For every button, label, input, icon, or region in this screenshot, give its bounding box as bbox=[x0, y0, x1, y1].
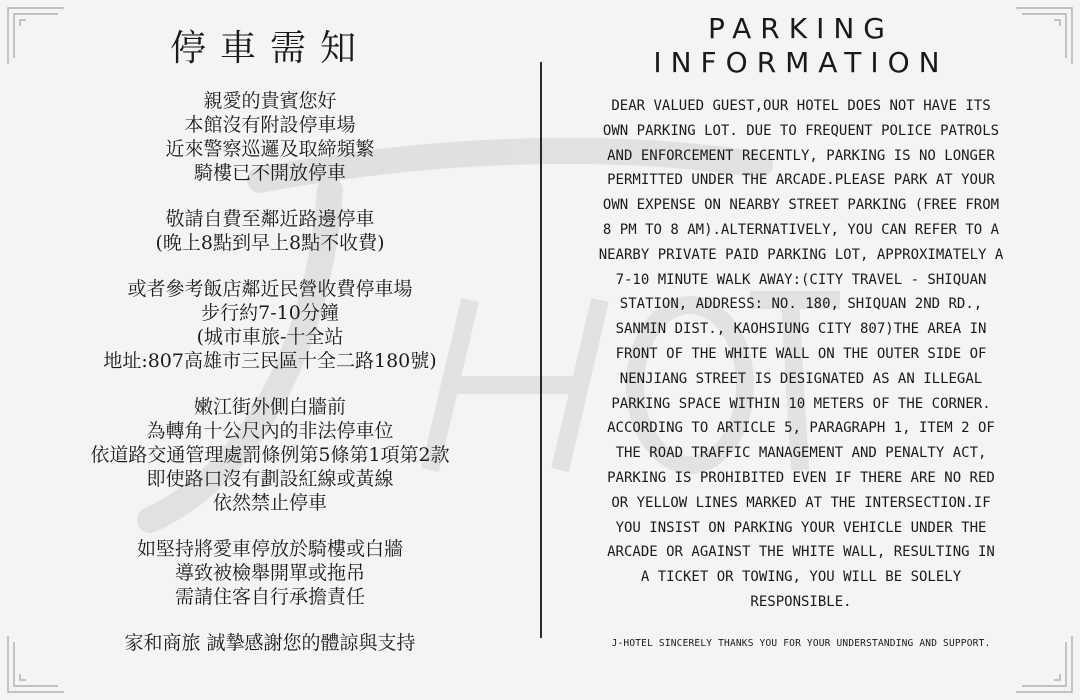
thanks-line: J-HOTEL SINCERELY THANKS YOU FOR YOUR UNDERSTANDING AND SUPPORT. bbox=[611, 637, 991, 649]
notice-paragraph bbox=[50, 207, 490, 255]
chinese-notice bbox=[50, 10, 490, 677]
notice-line: 敬請自費至鄰近路邊停車 bbox=[165, 208, 375, 230]
body-line: NEARBY PRIVATE PAID PARKING LOT, APPROXIMATELY A bbox=[598, 246, 1004, 263]
chinese-title: 停車需知 bbox=[169, 28, 370, 69]
body-line: 8 PM TO 8 AM).ALTERNATIVELY, YOU CAN REFER TO A bbox=[602, 221, 1000, 238]
body-line: DEAR VALUED GUEST,OUR HOTEL DOES NOT HAVE ITS bbox=[611, 98, 991, 114]
notice-paragraph bbox=[50, 89, 490, 185]
body-line: SANMIN DIST., KAOHSIUNG CITY 807)THE AREA IN bbox=[615, 321, 987, 338]
body-line: OWN PARKING LOT. DUE TO FREQUENT POLICE PATROLS bbox=[602, 122, 1000, 139]
body-line: ACCORDING TO ARTICLE 5, PARAGRAPH 1, ITEM 2 OF bbox=[607, 420, 995, 437]
body-line: AND ENFORCEMENT RECENTLY, PARKING IS NO LONGER bbox=[607, 147, 995, 164]
body-line: PERMITTED UNDER THE ARCADE.PLEASE PARK AT YOUR bbox=[607, 172, 995, 189]
body-line: OWN EXPENSE ON NEARBY STREET PARKING (FREE FROM bbox=[602, 197, 1000, 214]
notice-line: 為轉角十公尺內的非法停車位 bbox=[146, 420, 394, 442]
notice-line: 近來警察巡邏及取締頻繁 bbox=[165, 138, 375, 160]
english-title-line1: PARKING bbox=[708, 12, 894, 45]
body-line: FRONT OF THE WHITE WALL ON THE OUTER SIDE OF bbox=[615, 345, 987, 362]
english-title bbox=[556, 12, 1046, 80]
notice-line: 依道路交通管理處罰條例第5條第1項第2款 bbox=[90, 444, 450, 466]
notice-line: 嫩江街外側白牆前 bbox=[193, 396, 346, 418]
body-line: ARCADE OR AGAINST THE WHITE WALL, RESULTING IN bbox=[607, 544, 995, 561]
body-line: PARKING IS PROHIBITED EVEN IF THERE ARE NO RED bbox=[607, 469, 995, 486]
body-line: OR YELLOW LINES MARKED AT THE INTERSECTION.IF bbox=[611, 494, 991, 511]
body-line: NENJIANG STREET IS DESIGNATED AS AN ILLEGAL bbox=[619, 370, 983, 387]
notice-line: 依然禁止停車 bbox=[212, 492, 327, 514]
body-line: 7-10 MINUTE WALK AWAY:(CITY TRAVEL - SHIQUAN bbox=[615, 271, 987, 288]
body-line: RESPONSIBLE. bbox=[750, 593, 852, 610]
english-body bbox=[556, 94, 1046, 615]
english-title-line2: INFORMATION bbox=[653, 46, 949, 79]
english-notice bbox=[556, 8, 1046, 649]
column-divider bbox=[540, 62, 542, 638]
notice-line: 導致被檢舉開單或拖吊 bbox=[174, 562, 365, 584]
notice-line: 本館沒有附設停車場 bbox=[184, 114, 356, 136]
notice-line: 騎樓已不開放停車 bbox=[193, 162, 346, 184]
notice-line: (城市車旅-十全站 bbox=[196, 326, 344, 348]
notice-line: (晚上8點到早上8點不收費) bbox=[155, 232, 385, 254]
notice-line: 需請住客自行承擔責任 bbox=[174, 586, 365, 608]
body-line: STATION, ADDRESS: NO. 180, SHIQUAN 2ND RD., bbox=[619, 296, 983, 313]
body-line: A TICKET OR TOWING, YOU WILL BE SOLELY bbox=[640, 569, 962, 586]
notice-line: 如堅持將愛車停放於騎樓或白牆 bbox=[136, 538, 403, 560]
notice-line: 親愛的貴賓您好 bbox=[203, 90, 337, 112]
notice-paragraph bbox=[50, 537, 490, 609]
notice-line: 步行約7-10分鐘 bbox=[201, 302, 339, 324]
body-line: YOU INSIST ON PARKING YOUR VEHICLE UNDER THE bbox=[615, 519, 987, 536]
notice-line: 地址:807高雄市三民區十全二路180號) bbox=[103, 350, 437, 372]
notice-paragraph bbox=[50, 631, 490, 655]
notice-line: 家和商旅 誠摯感謝您的體諒與支持 bbox=[124, 632, 416, 654]
notice-paragraph bbox=[50, 395, 490, 515]
notice-line: 即使路口沒有劃設紅線或黃線 bbox=[146, 468, 394, 490]
body-line: THE ROAD TRAFFIC MANAGEMENT AND PENALTY ACT, bbox=[615, 445, 987, 462]
notice-paragraph bbox=[50, 277, 490, 373]
body-line: PARKING SPACE WITHIN 10 METERS OF THE CORNER. bbox=[611, 395, 991, 412]
notice-line: 或者參考飯店鄰近民營收費停車場 bbox=[127, 278, 413, 300]
